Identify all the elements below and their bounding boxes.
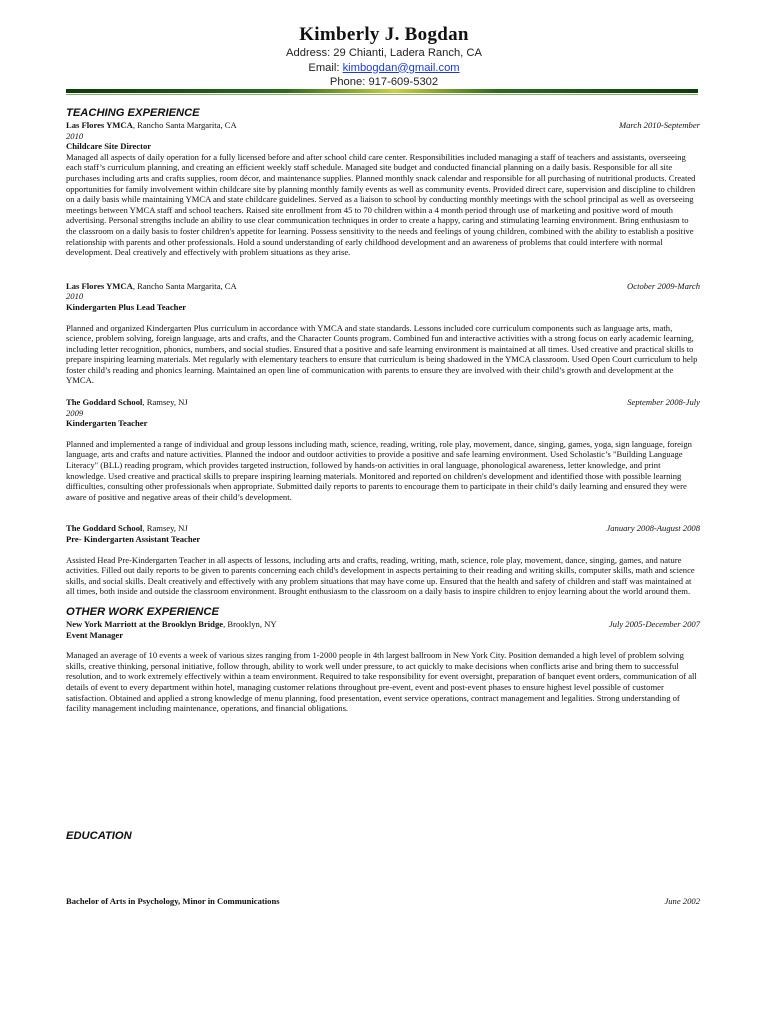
resume-body — [66, 107, 700, 906]
job-header — [66, 523, 700, 534]
job-org-line — [66, 523, 188, 534]
education-entry — [66, 896, 700, 907]
job-header — [66, 619, 700, 630]
job-location: , Rancho Santa Margarita, CA — [132, 280, 237, 291]
job-dates-continued: 2010 — [66, 291, 84, 302]
job-org: The Goddard School — [66, 397, 143, 408]
job-description: Assisted Head Pre-Kindergarten Teacher in all aspects of lessons, including arts and crafts, reading, writing, math, science, role play, movement, dance, singing, games, and nature activities. Filled out daily reports to be given to parents concerning each child's development in aspects pertaining to their reading and writing skills, computer skills, math and science skills, and social skills. Dealt creatively and effectively with any problem situations that may have come up. Ensured that the health and safety of children and staff was maintained at all times, both inside and outside the classroom environment. Brought enthusiasm to the classroom on a daily basis to inspire children to enjoy learning about the world around them. — [66, 554, 695, 597]
job-title: Pre- Kindergarten Assistant Teacher — [66, 534, 201, 544]
section-title-teaching: TEACHING EXPERIENCE — [66, 107, 200, 119]
job-dates: March 2010-September — [618, 120, 700, 130]
job-org: The Goddard School — [66, 523, 143, 534]
job-dates: January 2008-August 2008 — [606, 523, 700, 534]
job-org-line — [66, 120, 237, 131]
job-dates: September 2008-July — [627, 397, 700, 408]
job-title: Childcare Site Director — [66, 141, 152, 152]
job-org: New York Marriott at the Brooklyn Bridge — [66, 618, 224, 629]
job-description: Managed an average of 10 events a week of various sizes ranging from 1-2000 people in 4th largest ballroom in New York City. Position demanded a high level of problem solving skills, creative thinking, personal initiative, follow through, ability to work well under pressure, to act quickly to make decisions when conflicts arise and bring them to successful resolution, and to work extremely effectively within a team environment. Required to take responsibility for event oversight, preparation of banquet event orders, communication of all details of event to every department within hotel, managing customer relations throughout pre-event, event and post-event phases to ensure highest level possible of customer satisfaction. Obtained and applied a strong knowledge of menu planning, food presentation, event service operations, contract management and legalities. Strong understanding of facility management including maintenance, operations, and financial obligations. — [66, 650, 697, 714]
job-entry — [66, 619, 700, 714]
job-org-line — [66, 281, 237, 292]
job-header — [66, 397, 700, 408]
job-entry — [66, 120, 700, 258]
email-label: Email: — [308, 61, 343, 74]
job-header — [66, 281, 700, 292]
job-location: , Ramsey, NJ — [142, 523, 188, 534]
job-title: Kindergarten Plus Lead Teacher — [66, 301, 187, 312]
phone-line: Phone: 917-609-5302 — [329, 76, 439, 88]
education-date: June 2002 — [664, 895, 700, 906]
job-entry — [66, 281, 700, 386]
header-divider — [66, 89, 698, 93]
address-line: Address: 29 Chianti, Ladera Ranch, CA — [286, 47, 482, 59]
job-dates: October 2009-March — [627, 280, 700, 291]
job-location: , Ramsey, NJ — [142, 397, 188, 408]
job-title: Event Manager — [66, 629, 124, 640]
education-degree: Bachelor of Arts in Psychology, Minor in Communications — [66, 895, 280, 906]
job-org: Las Flores YMCA — [66, 280, 133, 291]
job-description: Planned and organized Kindergarten Plus curriculum in accordance with YMCA and state standards. Lessons included core curriculum components such as language arts, math, science, problem solving, foreign language, arts and crafts, and the Character Counts program. Combined fun and interactive activities with a strong focus on early academic learning, including letter recognition, phonics, numbers, and social studies. Ensured that a positive and safe learning environment is maintained at all times. Used creative and practical skills to prepare inspiring learning materials. Met regularly with elementary teachers to ensure that curriculum is being shadowed in the YMCA classroom. Used Open Court curriculum to help foster child’s reading and phonics learning. Maintained an open line of communication with parents to ensure they are involved with their child’s growth and development at the YMCA. — [66, 322, 698, 386]
header-divider-underline — [66, 94, 698, 95]
job-dates: July 2005-December 2007 — [608, 618, 700, 629]
job-org-line — [66, 619, 277, 630]
job-dates-continued: 2010 — [66, 130, 84, 141]
section-title-other-work: OTHER WORK EXPERIENCE — [66, 605, 219, 618]
job-dates-continued: 2009 — [66, 407, 84, 418]
job-location: , Rancho Santa Margarita, CA — [132, 120, 237, 130]
candidate-name: Kimberly J. Bogdan — [299, 24, 469, 45]
email-link[interactable]: kimbogdan@gmail.com — [342, 61, 460, 74]
resume-header — [0, 24, 768, 90]
job-org-line — [66, 397, 188, 408]
job-header — [66, 120, 700, 131]
job-title: Kindergarten Teacher — [66, 418, 148, 429]
section-title-education: EDUCATION — [66, 829, 132, 842]
job-location: , Brooklyn, NY — [223, 618, 277, 629]
job-description: Planned and implemented a range of individual and group lessons including math, science, reading, writing, role play, movement, dance, singing, games, yoga, sign language, foreign language, arts and crafts and nature activities. Planned the indoor and outdoor activities to provide a positive and safe learning environment. Used Scholastic’s "Building Language Literacy" (BLL) reading program, which provides targeted instruction, followed by hands-on activities in oral language, phonological awareness, letter knowledge, and print knowledge. Used creative and practical skills to prepare inspiring learning materials. Monitored and reported on children's development and identified those with possible learning difficulties, consulting other professionals when appropriate. Submitted daily reports to parents to encourage them to participate in their child’s daily learning and ensured they were aware of positive and negative areas of their child’s development. — [66, 438, 692, 502]
email-line — [0, 61, 768, 76]
job-entry — [66, 397, 700, 502]
job-entry — [66, 523, 700, 597]
job-org: Las Flores YMCA — [66, 120, 133, 130]
job-description: Managed all aspects of daily operation for a fully licensed before and after school child care center. Responsibilities included managing a staff of teachers and assistants, overseeing each staff’s curriculum planning, and creating an efficient weekly staff schedule. Managed site budget and conducted financial planning on a daily basis. Responsible for all site purchases including arts and crafts supplies, room décor, and maintenance supplies. Planned monthly snack calendar and responsible for all purchasing of nutritional products. Created opportunities for family involvement within childcare site by planning monthly family events as well as community events. Provided direct care, supervision and discipline to children on a daily basis while maintaining YMCA and state childcare guidelines. Served as a liaison to school by conducting monthly meetings with the school principal as well as overseeing meetings between YMCA staff and school teachers. Raised site enrollment from 45 to 70 children within a 4 month period through use of marketing and positive word of mouth advertising. Personal strengths include an ability to use clear communication techniques in order to create a happy, caring and stimulating learning environment. Bring enthusiasm to the classroom on a daily basis to foster children's appetite for learning. Possess sensitivity to the needs and feelings of young children, combined with the ability to establish a positive relationship with parents and other professionals. Hold a sound understanding of early childhood development and an awareness of problems that could interfere with normal development. Deal creatively and effectively with problem situations as they arise. — [66, 151, 696, 258]
